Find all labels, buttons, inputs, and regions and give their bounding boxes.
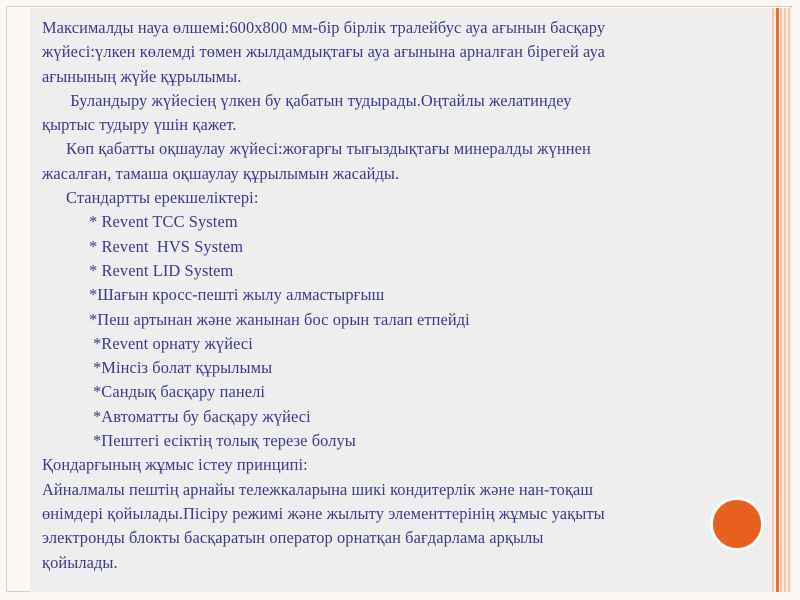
feature-item: *Шағын кросс-пешті жылу алмастырғыш [89,285,385,305]
text-line: Айналмалы пештің арнайы тележкаларына шикі кондитерлік және нан-тоқаш [42,479,594,499]
principle-heading: Қондарғының жұмыс істеу принципі: [42,455,308,475]
feature-item: *Пеш артынан және жанынан бос орын талап етпейді [89,309,470,329]
slide-text [42,16,732,575]
text-line: қыртыс тудыру үшін қажет. [42,115,237,135]
accent-line [776,8,779,592]
features-heading: Стандартты ерекшеліктері: [66,188,259,208]
feature-item: *Сандық басқару панелі [93,382,266,402]
text-line: Көп қабатты оқшаулау жүйесі:жоғарғы тығыздықтағы минералды жүннен [66,139,591,159]
text-line: Буландыру жүйесіең үлкен бу қабатын тудырады.Оңтайлы желатиндеу [66,90,572,110]
feature-item: * Revent TCC System [89,212,238,232]
feature-item: *Автоматты бу басқару жүйесі [93,406,311,426]
text-line: электронды блокты басқаратын оператор орнатқан бағдарлама арқылы [42,528,544,548]
text-line: ағынының жүйе құрылымы. [42,66,242,86]
text-line: жасалған, тамаша оқшаулау құрылымын жасайды. [42,163,400,183]
text-line: Максималды науа өлшемі:600х800 мм-бір бірлік тралейбус ауа ағынын басқару [42,18,606,37]
orange-circle-decoration [710,497,764,551]
feature-item: *Revent орнату жүйесі [93,333,253,353]
text-line: өнімдері қойылады.Пісіру режимі және жылыту элементтерінің жұмыс уақыты [42,503,605,523]
feature-item: * Revent LID System [89,260,234,280]
feature-item: *Мінсіз болат құрылымы [93,358,273,378]
text-line: қойылады. [42,552,118,572]
feature-item: *Пештегі есіктің толық терезе болуы [93,431,356,451]
feature-item: * Revent HVS System [89,236,244,256]
text-line: жүйесі:үлкен көлемді төмен жылдамдықтағы ауа ағынына арналған бірегей ауа [42,42,606,62]
